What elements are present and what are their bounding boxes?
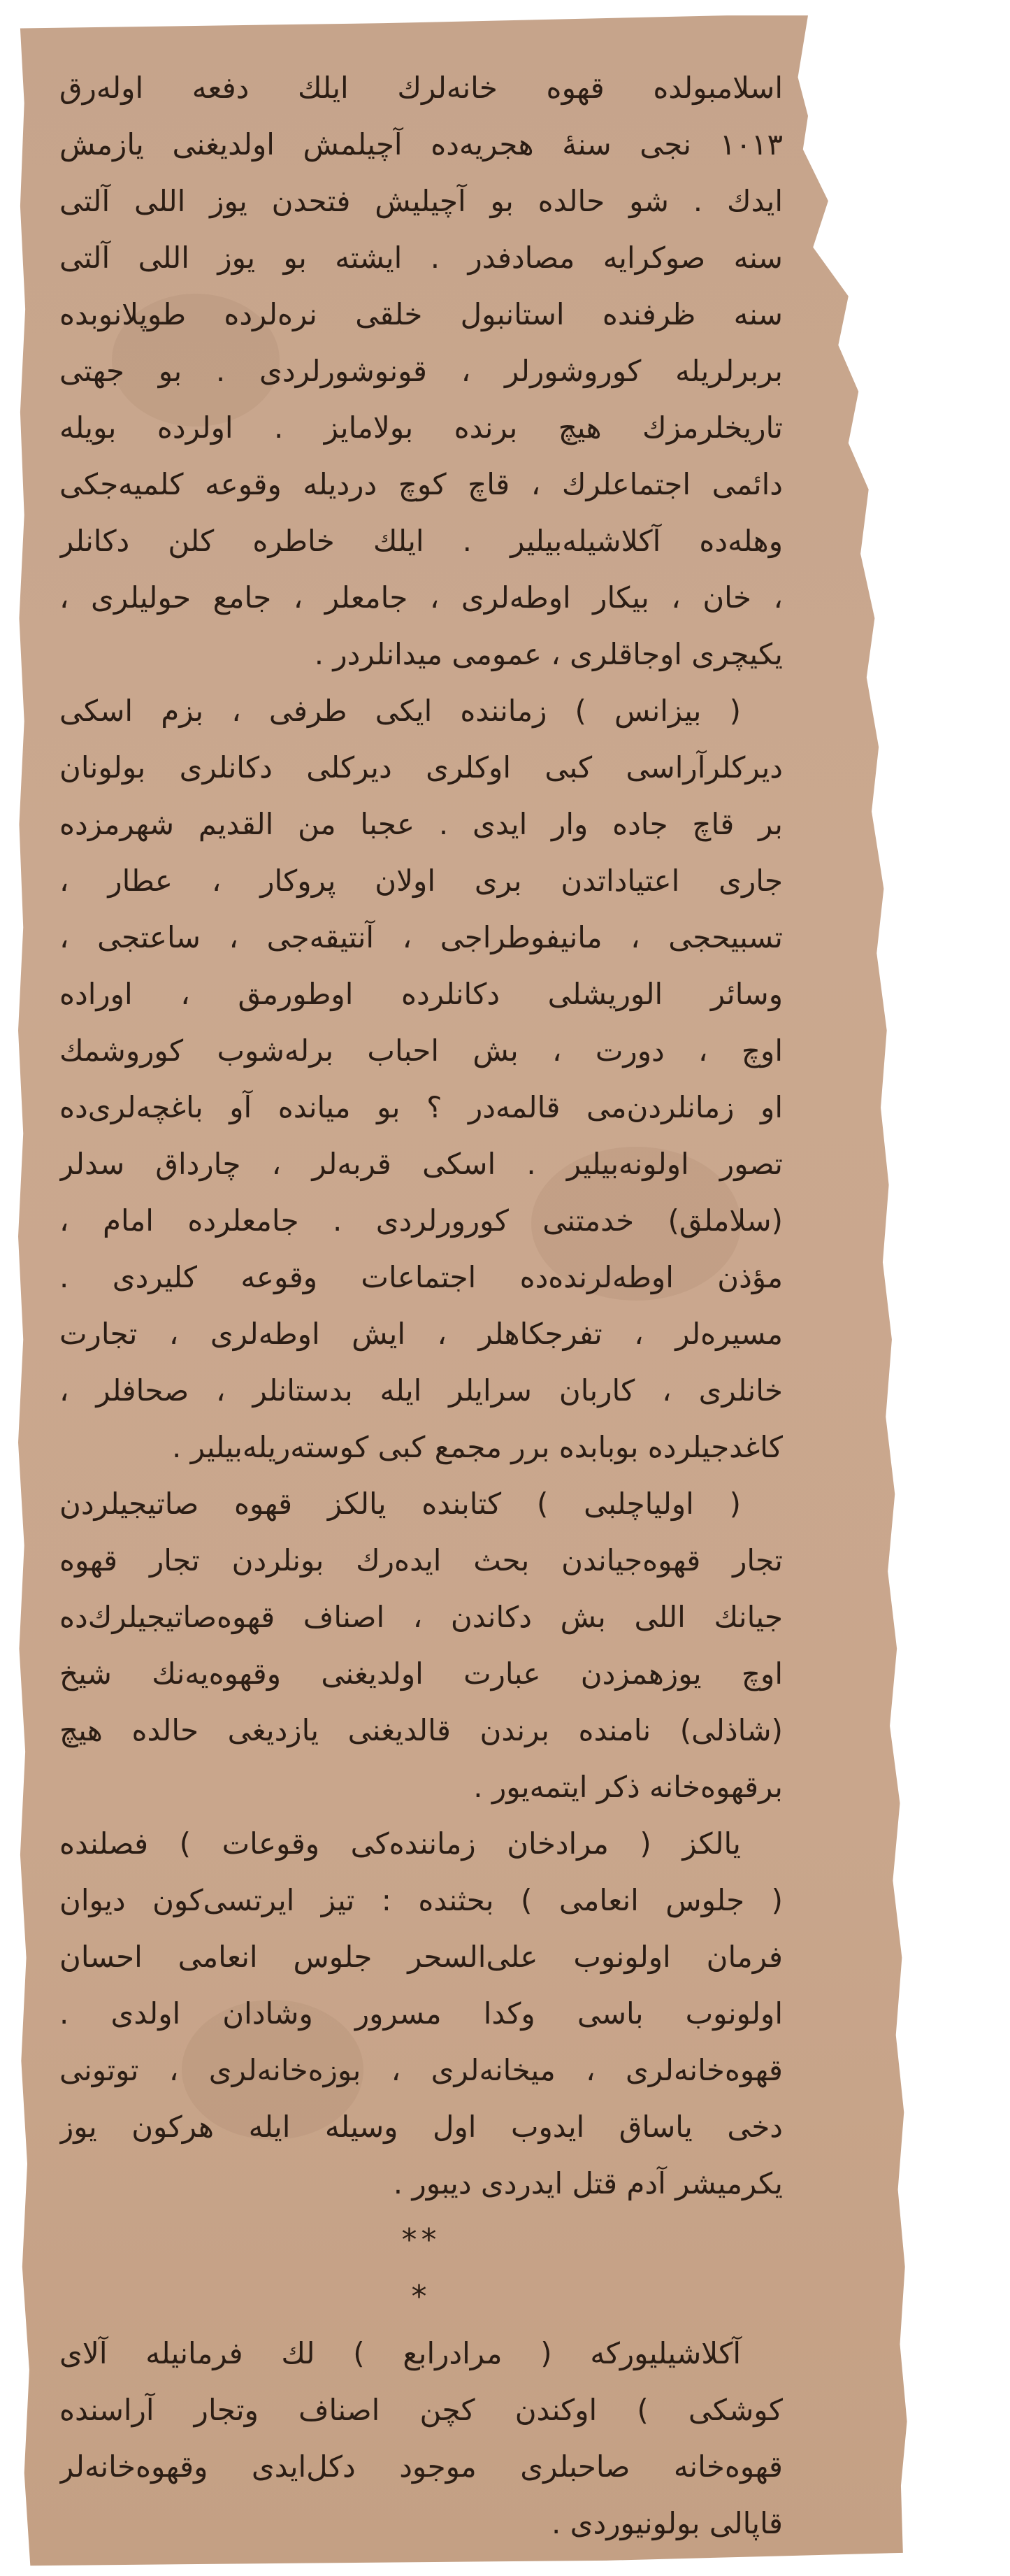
text-line: برقهوه‌خانه ذكر ایتمه‌یور . xyxy=(473,1770,783,1804)
text-line: قهوه‌خانه صاحبلری موجود دكل‌ایدی وقهوه‌خانه‌لر xyxy=(59,2449,783,2484)
paragraph xyxy=(59,59,783,682)
text-line: بر قاچ جاده وار ایدی . عجبا من القدیم شهرمزده xyxy=(59,807,783,841)
paragraph xyxy=(59,1815,783,2212)
article-text-column xyxy=(59,59,783,2552)
text-line: ( اولیاچلبی ) كتابنده یالكز قهوه صاتیجیلردن xyxy=(59,1487,741,1521)
text-line: تجار قهوه‌جیاندن بحث ایده‌رك بونلردن تجار قهوه xyxy=(59,1543,783,1577)
text-line: تصور اولونه‌بیلیر . اسكی قربه‌لر ، چارداق سدلر xyxy=(59,1147,783,1181)
text-line: جاری اعتیاداتدن بری اولان پروكار ، عطار ، xyxy=(59,864,783,898)
text-line: دخی یاساق ایدوب اول وسیله ایله هركون یوز xyxy=(59,2110,783,2144)
text-line: ١٠١٣ نجی سنهٔ هجریه‌ده آچیلمش اولدیغنی یازمش xyxy=(59,127,783,162)
text-line: مسیره‌لر ، تفرجكاهلر ، ایش اوطه‌لری ، تجارت xyxy=(59,1317,783,1351)
text-line: كوشكی ) اوكندن كچن اصناف وتجار آراسنده xyxy=(59,2393,783,2427)
text-line: وهله‌ده آكلاشیله‌بیلیر . ایلك خاطره كلن دكانلر xyxy=(59,524,783,558)
text-line: جیانك اللی بش دكاندن ، اصناف قهوه‌صاتیجیلرك‌ده xyxy=(59,1600,783,1634)
text-line: (شاذلی) نامنده برندن قالدیغنی یازدیغی حالده هیچ xyxy=(59,1713,783,1747)
text-line: سنه صوكرایه مصادفدر . ایشته بو یوز اللی آلتی xyxy=(59,241,783,275)
text-line: ( جلوس انعامی ) بحثنده : تیز ایرتسی‌كون دیوان xyxy=(59,1883,783,1917)
ornament-line: ** xyxy=(401,2222,441,2258)
text-line: ایدك . شو حالده بو آچیلیش فتحدن یوز اللی آلتی xyxy=(59,184,783,218)
text-line: (سلاملق) خدمتنی كورورلردی . جامعلرده امام ، xyxy=(59,1203,783,1238)
text-line: یالكز ( مرادخان زماننده‌كی وقوعات ) فصلنده xyxy=(59,1826,741,1861)
paragraph xyxy=(59,682,783,1475)
text-line: یكرمیشر آدم قتل ایدردی دیبور . xyxy=(393,2166,783,2201)
text-line: قهوه‌خانه‌لری ، میخانه‌لری ، بوزه‌خانه‌لری ، توتونی xyxy=(59,2053,783,2087)
paragraph xyxy=(59,1475,783,1815)
text-line: فرمان اولونوب علی‌السحر جلوس انعامی احسان xyxy=(59,1940,783,1974)
text-line: او زمانلردن‌می قالمه‌در ؟ بو میانده آو باغچه‌لری‌ده xyxy=(59,1090,783,1124)
text-line: ، خان ، بیكار اوطه‌لری ، جامعلر ، جامع حولیلری ، xyxy=(59,580,783,615)
text-line: وسائر الوریشلی دكانلرده اوطورمق ، اوراده xyxy=(59,977,783,1011)
text-line: بربرلریله كوروشورلر ، قونوشورلردی . بو جهتی xyxy=(59,354,783,388)
text-line: اولونوب باسی وكدا مسرور وشادان اولدی . xyxy=(59,1996,783,2031)
text-line: مؤذن اوطه‌لرنده‌ده اجتماعات وقوعه كلیردی . xyxy=(59,1260,783,1294)
text-line: تاریخلرمزك هیچ برنده بولامایز . اولرده بویله xyxy=(59,410,783,445)
text-line: سنه ظرفنده استانبول خلقی نره‌لرده طوپلانوبده xyxy=(59,297,783,331)
text-line: اسلامبولده قهوه خانه‌لرك ايلك دفعه اوله‌رق xyxy=(59,71,783,105)
text-line: اوچ ، دورت ، بش احباب برله‌شوب كوروشمك xyxy=(59,1033,783,1068)
ornament-line: * xyxy=(411,2279,431,2314)
section-ornament xyxy=(59,2212,783,2325)
text-line: دائمی اجتماعلرك ، قاچ كوچ دردیله وقوعه كلمیه‌جكی xyxy=(59,467,783,501)
text-line: ( بیزانس ) زماننده ایكی طرفی ، بزم اسكی xyxy=(59,694,741,728)
text-line: آكلاشیلیوركه ( مرادرابع ) لك فرمانیله آلای xyxy=(59,2336,741,2370)
text-line: یكیچری اوجاقلری ، عمومی میدانلردر . xyxy=(314,637,783,671)
text-line: تسبیحجی ، مانیفوطراجی ، آنتیقه‌جی ، ساعتجی ، xyxy=(59,920,783,954)
paragraph xyxy=(59,2325,783,2552)
text-line: دیركلرآراسی كبی اوكلری دیركلی دكانلری بولونان xyxy=(59,750,783,785)
text-line: خانلری ، كاربان سرایلر ایله بدستانلر ، صحافلر ، xyxy=(59,1373,783,1408)
text-line: قاپالی بولونیوردی . xyxy=(551,2506,783,2540)
text-line: كاغدجیلرده بوبابده برر مجمع كبی كوسته‌ریله‌بیلیر . xyxy=(172,1430,783,1464)
text-line: اوچ یوزهمزدن عبارت اولدیغنی وقهوه‌یه‌نك شیخ xyxy=(59,1656,783,1691)
